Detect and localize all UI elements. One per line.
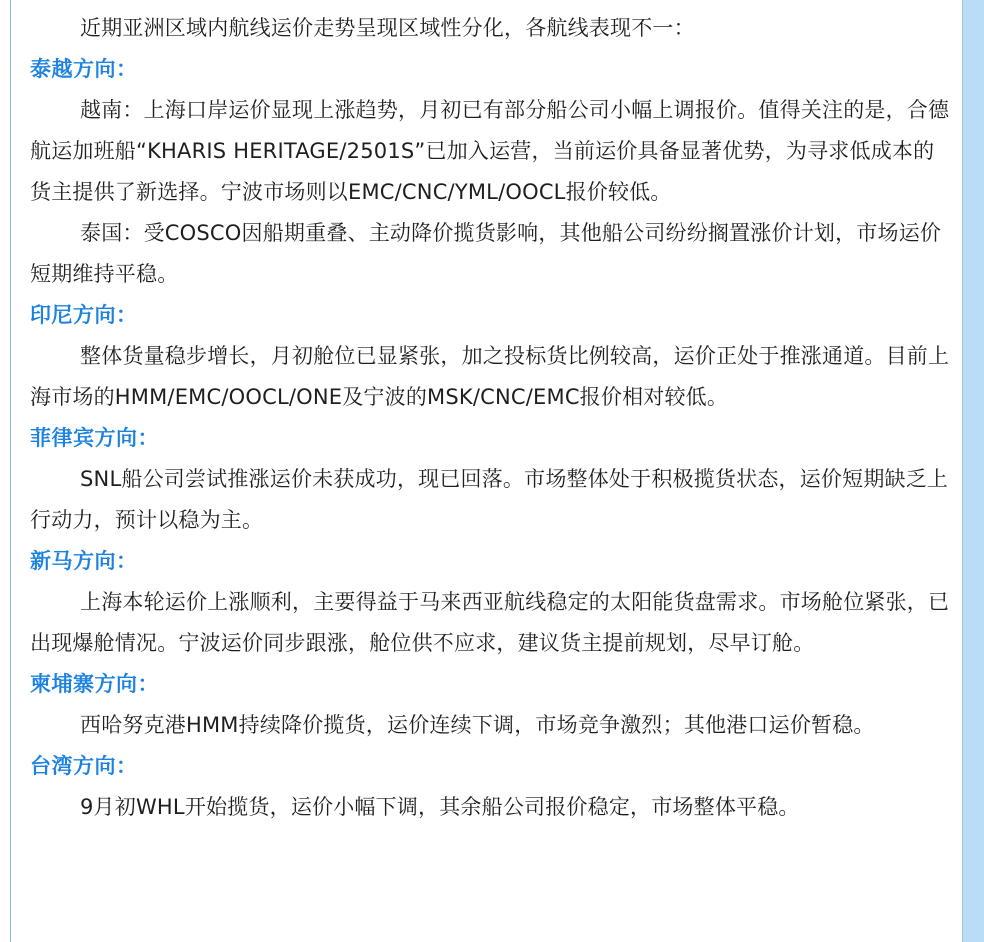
paragraph-singapore-malaysia: 上海本轮运价上涨顺利，主要得益于马来西亚航线稳定的太阳能货盘需求。市场舱位紧张，已出现爆舱情况。宁波运价同步跟涨，舱位供不应求，建议货主提前规划，尽早订舱。 — [30, 590, 950, 655]
heading-thailand-vietnam: 泰越方向： — [30, 57, 138, 81]
heading-singapore-malaysia: 新马方向： — [30, 549, 138, 573]
paragraph-taiwan: 9月初WHL开始揽货，运价小幅下调，其余船公司报价稳定，市场整体平稳。 — [80, 795, 800, 819]
intro-paragraph: 近期亚洲区域内航线运价走势呈现区域性分化，各航线表现不一： — [80, 16, 695, 40]
heading-cambodia: 柬埔寨方向： — [30, 672, 159, 696]
heading-taiwan: 台湾方向： — [30, 754, 138, 778]
paragraph-vietnam: 越南：上海口岸运价显现上涨趋势，月初已有部分船公司小幅上调报价。值得关注的是，合德航运加班船“KHARIS HERITAGE/2501S”已加入运营，当前运价具备显著优势，为寻求低成本的货主提供了新选择。宁波市场则以EMC/CNC/YML/OOCL报价较低。 — [30, 98, 950, 204]
paragraph-indonesia: 整体货量稳步增长，月初舱位已显紧张，加之投标货比例较高，运价正处于推涨通道。目前上海市场的HMM/EMC/OOCL/ONE及宁波的MSK/CNC/EMC报价相对较低。 — [30, 344, 950, 409]
article-body — [30, 8, 950, 828]
paragraph-thailand: 泰国：受COSCO因船期重叠、主动降价揽货影响，其他船公司纷纷搁置涨价计划，市场运价短期维持平稳。 — [30, 221, 942, 286]
heading-philippines: 菲律宾方向： — [30, 426, 159, 450]
heading-indonesia: 印尼方向： — [30, 303, 138, 327]
paragraph-philippines: SNL船公司尝试推涨运价未获成功，现已回落。市场整体处于积极揽货状态，运价短期缺乏上行动力，预计以稳为主。 — [30, 467, 949, 532]
side-scrollbar[interactable] — [962, 0, 984, 942]
paragraph-cambodia: 西哈努克港HMM持续降价揽货，运价连续下调，市场竞争激烈；其他港口运价暂稳。 — [80, 713, 875, 737]
